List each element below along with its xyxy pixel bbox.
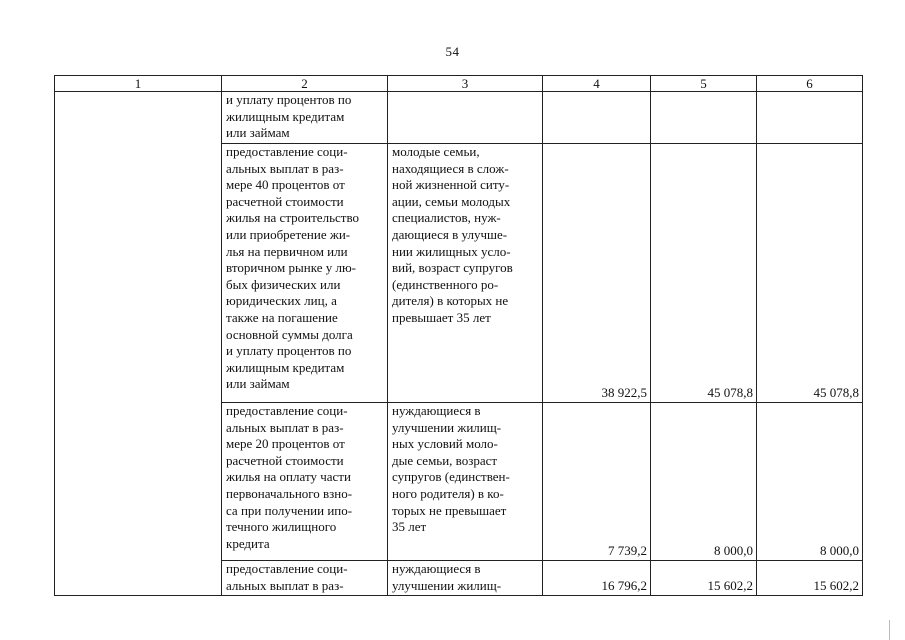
table-cell: [222, 92, 388, 144]
column-header: 6: [757, 76, 863, 92]
column-header: 1: [55, 76, 222, 92]
table-cell-amount: 15 602,2: [757, 561, 863, 596]
table-cell: [222, 403, 388, 561]
measure-text: и уплату процентов по жилищным кредитам или займам: [226, 92, 352, 141]
column-header: 3: [388, 76, 543, 92]
table-cell: [222, 144, 388, 403]
table-cell: [757, 92, 863, 144]
measure-text: предоставление соци- альных выплат в раз-: [226, 561, 348, 593]
table-cell-amount: 16 796,2: [543, 561, 651, 596]
column-header: 4: [543, 76, 651, 92]
page-number: 54: [445, 44, 460, 59]
scan-edge-mark: [889, 620, 890, 640]
table-cell: [388, 92, 543, 144]
table-cell: [388, 144, 543, 403]
table-cell-amount: 38 922,5: [543, 144, 651, 403]
column-header: 2: [222, 76, 388, 92]
recipients-text: нуждающиеся в улучшении жилищ-: [392, 561, 502, 593]
recipients-text: молодые семьи, находящиеся в слож- ной жизненной ситу- ации, семьи молодых специалистов, нуж- дающиеся в улучше- нии жилищных усло- вий, возраст супругов (единственного ро- дителя) в которых не превышает 35 лет: [392, 144, 513, 325]
table-cell-amount: 7 739,2: [543, 403, 651, 561]
column-header: 5: [651, 76, 757, 92]
table-cell-amount: 15 602,2: [651, 561, 757, 596]
table-cell: [222, 561, 388, 596]
measure-text: предоставление соци- альных выплат в раз- мере 20 процентов от расчетной стоимости жилья на оплату части первоначального взно- са при получении ипо- течного жилищного кредита: [226, 403, 353, 551]
data-table: [54, 75, 863, 596]
table-cell: [388, 403, 543, 561]
table-header-row: [55, 76, 863, 92]
table-cell-amount: 8 000,0: [757, 403, 863, 561]
recipients-text: нуждающиеся в улучшении жилищ- ных условий моло- дые семьи, возраст супругов (единствен- ного родителя) в ко- торых не превышает 35 лет: [392, 403, 510, 535]
table-cell: [388, 561, 543, 596]
measure-text: предоставление соци- альных выплат в раз- мере 40 процентов от расчетной стоимости жилья на строительство или приобретение жи- лья на первичном или вторичном рынке у лю- бых физических или юридических лиц, а также на погашение основной суммы долга и уплату процентов по жилищным кредитам или займам: [226, 144, 359, 392]
table-cell-amount: 45 078,8: [651, 144, 757, 403]
table-cell: [651, 92, 757, 144]
table-cell-amount: 8 000,0: [651, 403, 757, 561]
table-cell: [55, 92, 222, 596]
table-cell-amount: 45 078,8: [757, 144, 863, 403]
table-cell: [543, 92, 651, 144]
table-row: [55, 92, 863, 144]
